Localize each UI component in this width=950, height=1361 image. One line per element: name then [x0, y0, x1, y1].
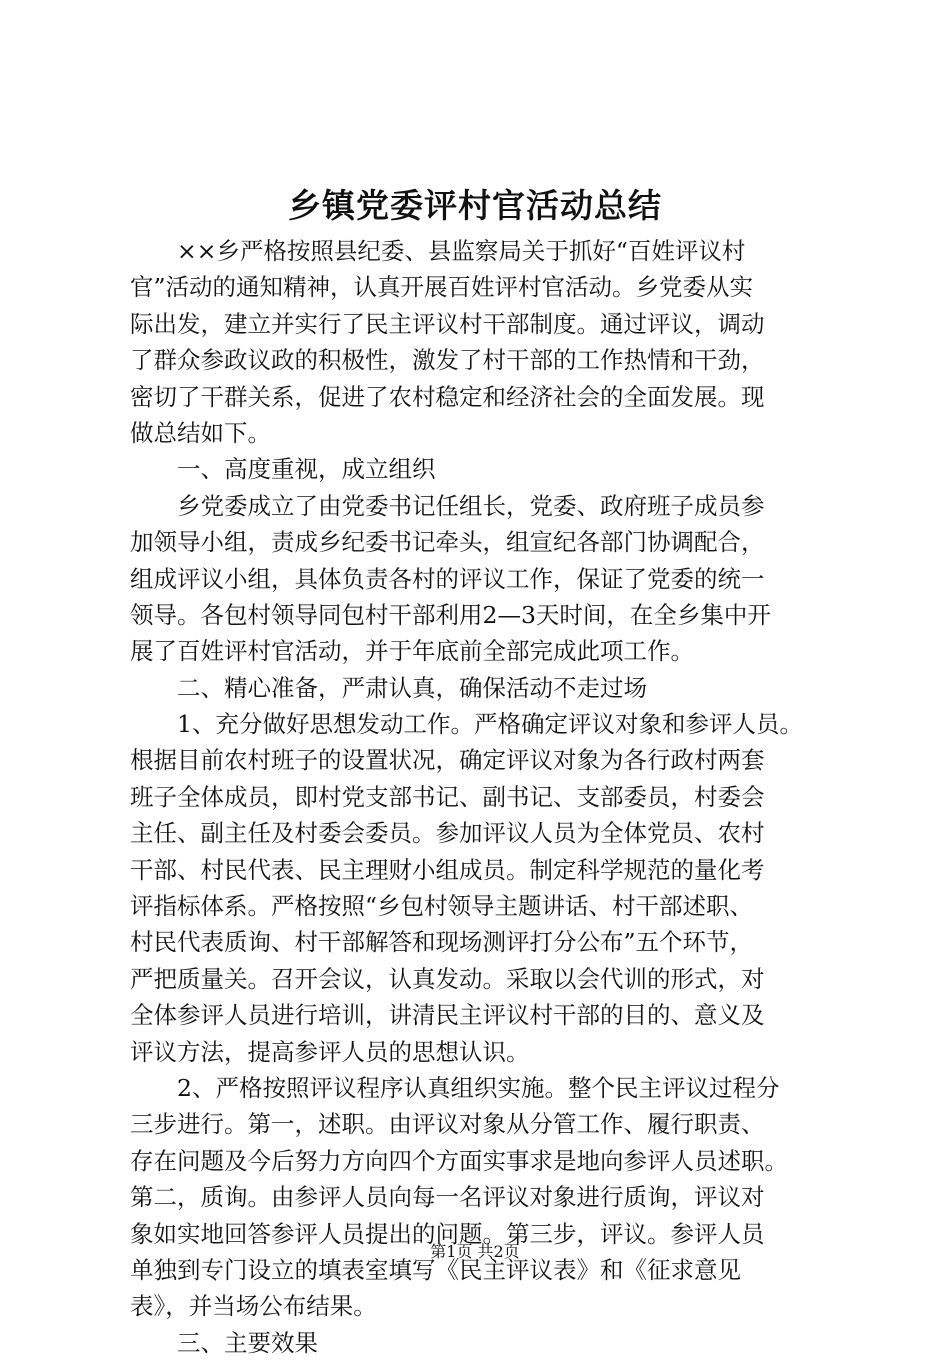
paragraph-line: 村民代表质询、村干部解答和现场测评打分公布”五个环节，: [130, 928, 754, 957]
paragraph-line: 严把质量关。召开会议，认真发动。采取以会代训的形式，对: [130, 964, 765, 993]
paragraph-line: 评指标体系。严格按照“乡包村领导主题讲话、村干部述职、: [130, 892, 754, 921]
document-body: [130, 233, 860, 1361]
paragraph-line: 班子全体成员，即村党支部书记、副书记、支部委员，村委会: [130, 782, 765, 811]
paragraph-line: 领导。各包村领导同包村干部利用2—3天时间，在全乡集中开: [130, 600, 771, 629]
paragraph-line: 评议方法，提高参评人员的思想认识。: [130, 1037, 530, 1066]
paragraph-line: 单独到专门设立的填表室填写《民主评议表》和《征求意见: [130, 1255, 741, 1284]
paragraph-line: 第二，质询。由参评人员向每一名评议对象进行质询，评议对: [130, 1183, 765, 1212]
paragraph-line: 加领导小组，责成乡纪委书记牵头，组宣纪各部门协调配合，: [130, 528, 765, 557]
paragraph-line: 1、充分做好思想发动工作。严格确定评议对象和参评人员。: [177, 710, 803, 739]
paragraph-line: 表》，并当场公布结果。: [130, 1292, 377, 1321]
paragraph-line: 官”活动的通知精神，认真开展百姓评村官活动。乡党委从实: [130, 273, 754, 302]
section-heading: 二、精心准备，严肃认真，确保活动不走过场: [177, 673, 647, 702]
paragraph-line: 密切了干群关系，促进了农村稳定和经济社会的全面发展。现: [130, 382, 765, 411]
paragraph-line: 主任、副主任及村委会委员。参加评议人员为全体党员、农村: [130, 819, 765, 848]
paragraph-line: 存在问题及今后努力方向四个方面实事求是地向参评人员述职。: [130, 1146, 788, 1175]
paragraph-line: 象如实地回答参评人员提出的问题。第三步，评议。参评人员: [130, 1219, 765, 1248]
paragraph-line: 三步进行。第一，述职。由评议对象从分管工作、履行职责、: [130, 1110, 765, 1139]
paragraph-line: 了群众参政议政的积极性，激发了村干部的工作热情和干劲，: [130, 346, 765, 375]
paragraph-line: 2、严格按照评议程序认真组织实施。整个民主评议过程分: [177, 1073, 780, 1102]
document-title: 乡镇党委评村官活动总结: [288, 186, 662, 225]
paragraph-line: 乡党委成立了由党委书记任组长，党委、政府班子成员参: [177, 491, 765, 520]
paragraph-line: 根据目前农村班子的设置状况，确定评议对象为各行政村两套: [130, 746, 765, 775]
section-heading: 一、高度重视，成立组织: [177, 455, 436, 484]
paragraph-line: 展了百姓评村官活动，并于年底前全部完成此项工作。: [130, 637, 694, 666]
paragraph-line: 组成评议小组，具体负责各村的评议工作，保证了党委的统一: [130, 564, 765, 593]
paragraph-line: 际出发，建立并实行了民主评议村干部制度。通过评议，调动: [130, 309, 765, 338]
section-heading: 三、主要效果: [177, 1328, 318, 1357]
page-number-footer: 第1页 共2页: [430, 1242, 520, 1261]
paragraph-line: 做总结如下。: [130, 418, 271, 447]
paragraph-line: 全体参评人员进行培训，讲清民主评议村干部的目的、意义及: [130, 1001, 765, 1030]
paragraph-line: ××乡严格按照县纪委、县监察局关于抓好“百姓评议村: [177, 237, 746, 265]
paragraph-line: 干部、村民代表、民主理财小组成员。制定科学规范的量化考: [130, 855, 765, 884]
